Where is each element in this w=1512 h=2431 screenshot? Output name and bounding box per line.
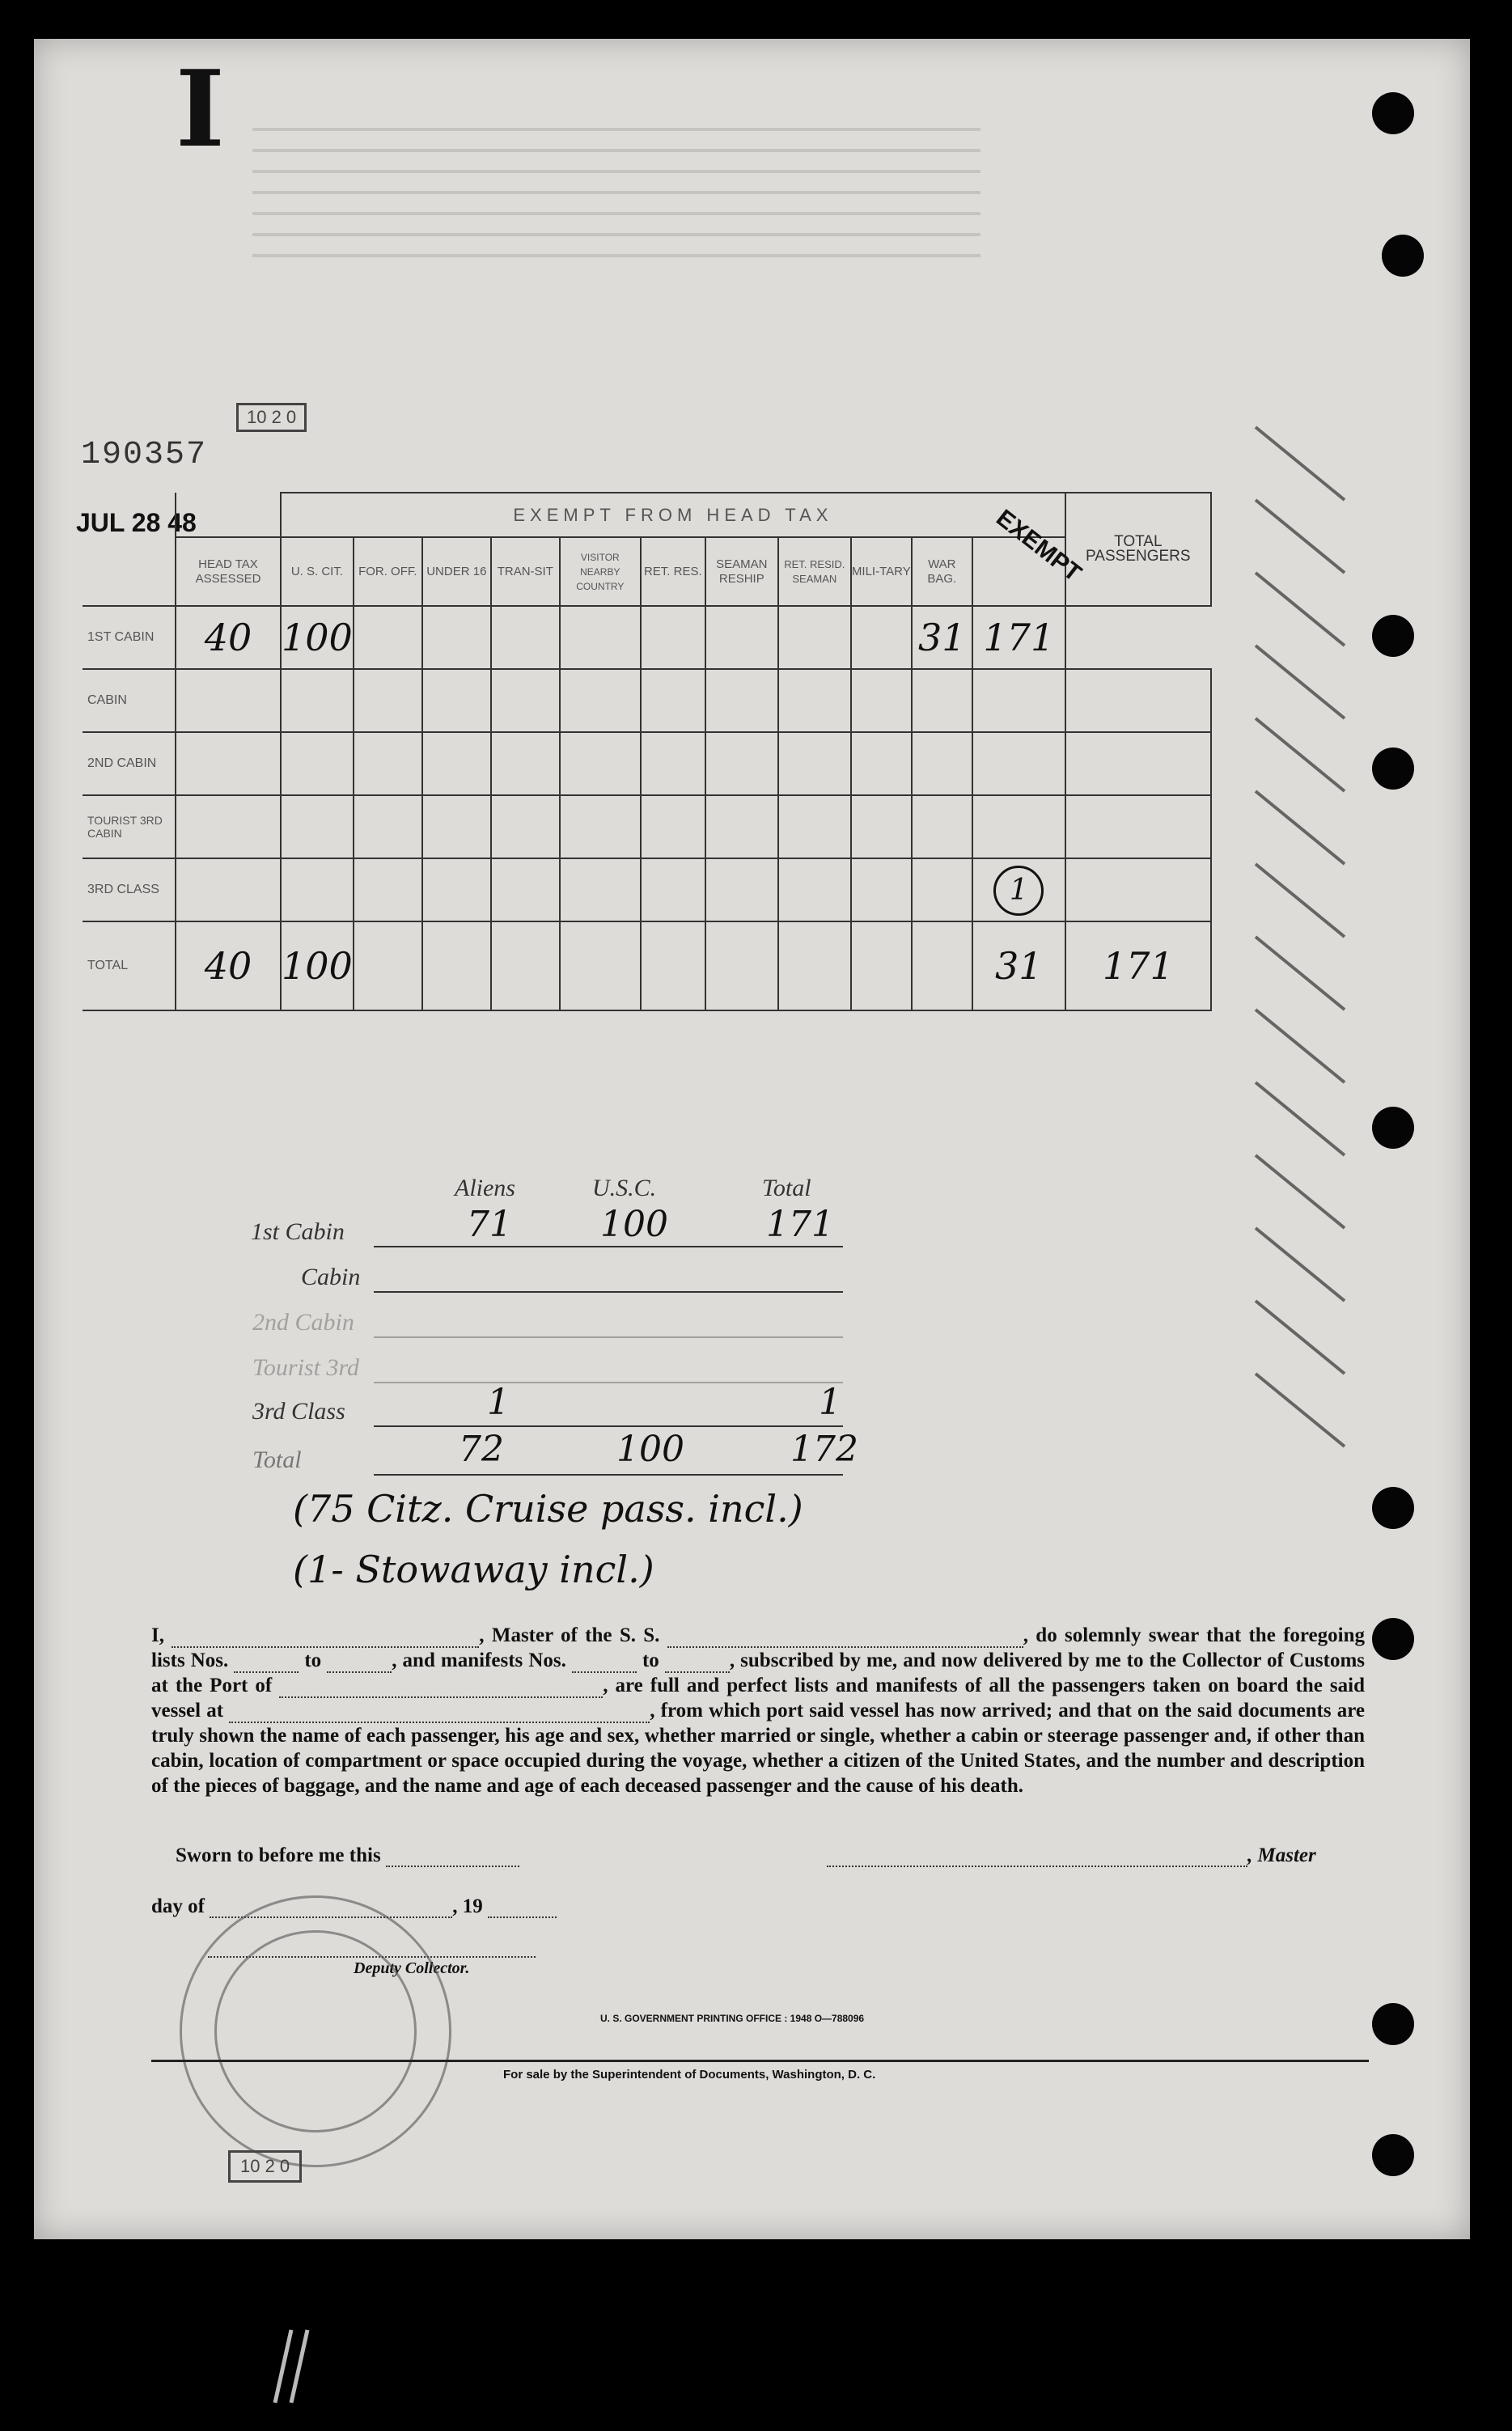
grand-total: 171 (1065, 921, 1211, 1010)
footer-rule (151, 2060, 1369, 2062)
master-oath (151, 1623, 1365, 1798)
summary-row-line (374, 1474, 843, 1476)
table-row (83, 606, 1211, 669)
col-ret-res: RET. RES. (641, 537, 705, 606)
oath-text: to (636, 1650, 665, 1671)
table-row (83, 669, 1211, 732)
oath-text: , from which port said vessel has now arrived; and that on the said documents are truly shown the name of each passenger, his age and sex, whether married or single, whether a cabin or steerage passenger and, if other than cabin, location of compartment or space occupied during the voyage, whether a citizen of the United States, and the number and description of the pieces of baggage, and the name and age of each deceased passenger and the cause of his death. (151, 1700, 1365, 1797)
year-label: , 19 (452, 1895, 483, 1917)
summary-row-label: 2nd Cabin (252, 1309, 354, 1336)
row-label: TOURIST 3RD CABIN (83, 795, 176, 858)
summary-total: 171 (766, 1204, 834, 1245)
for-sale-notice: For sale by the Superintendent of Documents, Washington, D. C. (503, 2068, 876, 2082)
master-label: , Master (1247, 1844, 1316, 1866)
col-for-off: FOR. OFF. (354, 537, 422, 606)
row-label: 1ST CABIN (83, 606, 176, 669)
deputy-label: Deputy Collector. (354, 1959, 470, 1977)
punch-hole (1372, 92, 1414, 134)
table-row (83, 921, 1211, 1010)
manifest-page (34, 39, 1470, 2239)
col-war-bag: WAR BAG. (912, 537, 972, 606)
row-label: 3RD CLASS (83, 858, 176, 921)
summary-total: 1 (819, 1382, 841, 1423)
summary-header-usc: U.S.C. (592, 1175, 657, 1201)
row-label: TOTAL (83, 921, 176, 1010)
date-stamp-text: JUL 28 48 (76, 508, 197, 537)
sworn-row (176, 1844, 519, 1867)
exempt-cell: 31 (912, 606, 972, 669)
summary-row-line (374, 1336, 843, 1338)
serial-number: 190357 (81, 437, 208, 473)
summary-row-label: 3rd Class (252, 1398, 345, 1425)
tally-marks (1247, 411, 1377, 1584)
summary-usc: 100 (600, 1204, 668, 1245)
table-row (83, 858, 1211, 921)
col-military: MILI-TARY (851, 537, 912, 606)
summary-row-label: Cabin (301, 1264, 361, 1290)
summary-row-line (374, 1382, 843, 1383)
us-cit-total: 100 (281, 921, 354, 1010)
oath-text: to (299, 1650, 328, 1671)
assessed-total: 40 (176, 921, 281, 1010)
col-us-cit: U. S. CIT. (281, 537, 354, 606)
bottom-box-stamp-text: 10 2 0 (240, 2156, 290, 2176)
marker-numeral: I (176, 47, 225, 171)
bleed-through-text (252, 128, 980, 257)
col-seaman-reship: SEAMAN RESHIP (705, 537, 778, 606)
table-row (83, 732, 1211, 795)
summary-aliens: 71 (467, 1204, 512, 1245)
summary-header-aliens: Aliens (455, 1175, 515, 1201)
oath-text: , Master of the S. S. (479, 1624, 667, 1646)
punch-hole (1372, 1487, 1414, 1529)
punch-hole (1372, 2134, 1414, 2176)
summary-row-line (374, 1246, 843, 1247)
bottom-box-stamp (228, 2150, 302, 2183)
box-stamp (236, 403, 307, 432)
summary-total: 172 (790, 1429, 858, 1470)
summary-note-cruise: (75 Citz. Cruise pass. incl.) (293, 1487, 803, 1531)
printer-credit: U. S. GOVERNMENT PRINTING OFFICE : 1948 O—788096 (600, 2013, 865, 2024)
exempt-header: EXEMPT FROM HEAD TAX (281, 493, 1065, 537)
summary-aliens: 1 (487, 1382, 510, 1423)
sworn-label: Sworn to before me this (176, 1844, 381, 1866)
punch-hole (1372, 2003, 1414, 2045)
oath-text: , subscribed by me, and now delivered by me to the Collector of Customs at the Port of (151, 1650, 1366, 1696)
row-label: 2ND CABIN (83, 732, 176, 795)
head-tax-table (83, 492, 1212, 1011)
col-head-tax-assessed: HEAD TAX ASSESSED (176, 537, 281, 606)
total-header: TOTAL PASSENGERS (1065, 493, 1211, 606)
summary-header-total: Total (762, 1175, 811, 1201)
oath-text: , are full and perfect lists and manifests of all the passengers taken on board the said vessel at (151, 1675, 1365, 1722)
punch-hole (1372, 1107, 1414, 1149)
assessed-cell: 40 (176, 606, 281, 669)
punch-hole (1372, 615, 1414, 657)
row-label: CABIN (83, 669, 176, 732)
exempt-circled-cell (972, 858, 1065, 921)
customs-seal-stamp (180, 1895, 451, 2167)
oath-text: , do solemnly swear that the foregoing lists Nos. (151, 1624, 1366, 1671)
oath-text: , and manifests Nos. (392, 1650, 572, 1671)
oath-text: I, (151, 1624, 172, 1646)
summary-usc: 100 (616, 1429, 684, 1470)
col-transit: TRAN-SIT (491, 537, 560, 606)
box-stamp-text: 10 2 0 (247, 407, 297, 427)
summary-row-label: Tourist 3rd (252, 1354, 360, 1381)
circled-number: 1 (993, 866, 1044, 916)
col-visitor: VISITOR NEARBY COUNTRY (560, 537, 641, 606)
punch-hole (1372, 748, 1414, 790)
summary-row-label: 1st Cabin (251, 1218, 345, 1245)
table-row (83, 795, 1211, 858)
stray-marks (259, 2322, 324, 2411)
punch-hole (1382, 235, 1424, 277)
us-cit-cell: 100 (281, 606, 354, 669)
exempt-handwritten-note: EXEMPT (991, 504, 1086, 587)
summary-note-stowaway: (1- Stowaway incl.) (293, 1548, 654, 1591)
total-cell: 171 (972, 606, 1065, 669)
col-under-16: UNDER 16 (422, 537, 491, 606)
master-signature-row (827, 1844, 1316, 1867)
summary-row-label: Total (252, 1446, 302, 1473)
col-ret-resid-seaman: RET. RESID. SEAMAN (778, 537, 851, 606)
exempt-total: 31 (972, 921, 1065, 1010)
summary-row-line (374, 1291, 843, 1293)
summary-aliens: 72 (459, 1429, 504, 1470)
day-of-label: day of (151, 1895, 205, 1917)
punch-hole (1372, 1618, 1414, 1660)
summary-row-line (374, 1425, 843, 1427)
